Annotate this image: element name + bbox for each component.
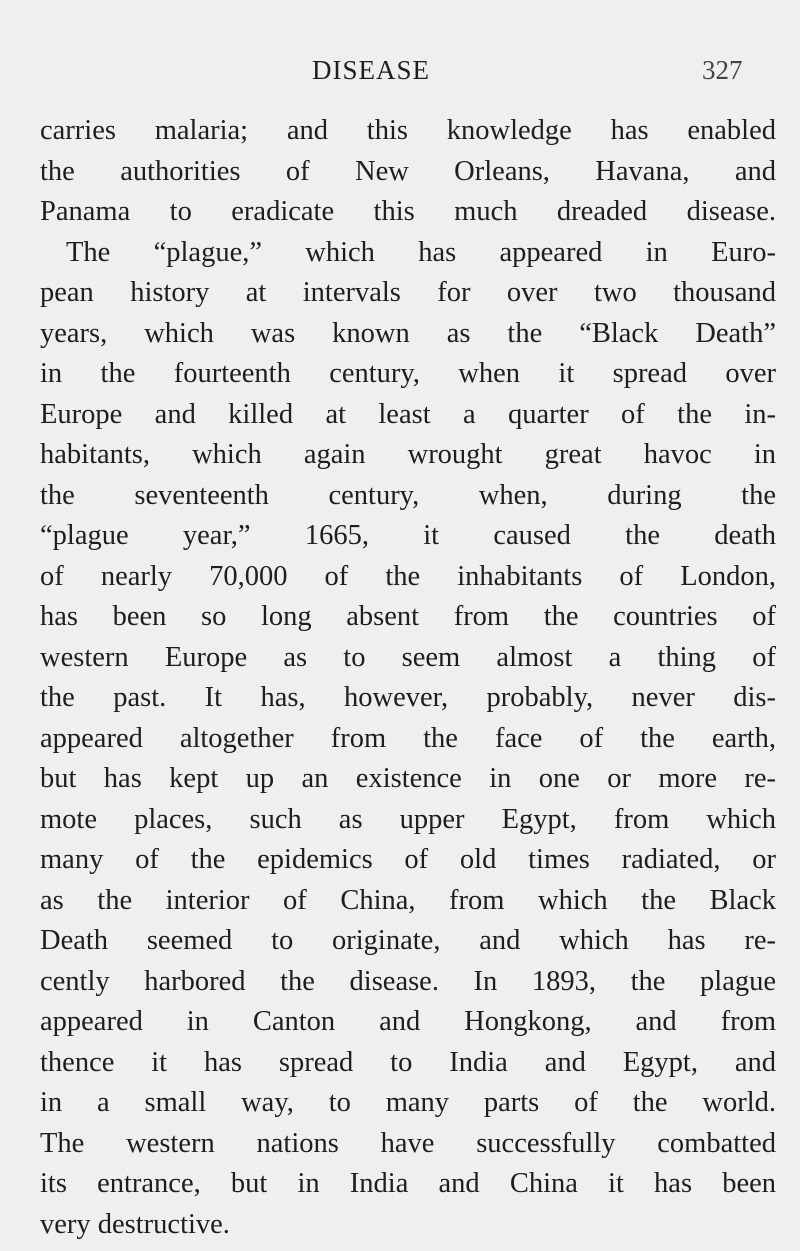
text-line: in a small way, to many parts of the world. (40, 1087, 776, 1118)
text-line: years, which was known as the “Black Death” (40, 317, 776, 349)
text-line: mote places, such as upper Egypt, from which (40, 803, 776, 835)
text-line: the authorities of New Orleans, Havana, and (40, 155, 776, 187)
text-line: very destructive. (40, 1208, 230, 1240)
text-line: Panama to eradicate this much dreaded disease. (40, 196, 776, 227)
running-title: DISEASE (312, 55, 431, 85)
text-line: as the interior of China, from which the Black (40, 884, 776, 916)
text-line: “plague year,” 1665, it caused the death (40, 520, 776, 551)
page-number: 327 (702, 55, 743, 85)
text-line: The western nations have successfully combatted (40, 1127, 776, 1159)
text-line: of nearly 70,000 of the inhabitants of London, (40, 560, 776, 592)
text-line: the past. It has, however, probably, never dis- (40, 682, 776, 713)
text-line: many of the epidemics of old times radiated, or (40, 844, 776, 875)
text-line: Europe and killed at least a quarter of the in- (40, 398, 776, 430)
text-line: in the fourteenth century, when it spread over (40, 358, 776, 389)
text-line: but has kept up an existence in one or more re- (40, 763, 776, 794)
text-line: appeared altogether from the face of the earth, (40, 722, 776, 754)
body-text (40, 111, 776, 1245)
text-line: Death seemed to originate, and which has re- (40, 925, 776, 956)
text-line: habitants, which again wrought great havoc in (40, 439, 776, 470)
text-line: has been so long absent from the countries of (40, 601, 776, 632)
text-line: appeared in Canton and Hongkong, and from (40, 1006, 776, 1037)
text-line: its entrance, but in India and China it has been (40, 1168, 776, 1199)
text-line: The “plague,” which has appeared in Euro- (66, 236, 776, 268)
text-line: the seventeenth century, when, during the (40, 479, 776, 511)
text-line: cently harbored the disease. In 1893, the plague (40, 965, 776, 997)
text-line: thence it has spread to India and Egypt, and (40, 1046, 776, 1078)
text-line: pean history at intervals for over two thousand (40, 277, 776, 308)
text-line: carries malaria; and this knowledge has enabled (40, 115, 776, 146)
text-line: western Europe as to seem almost a thing of (40, 641, 776, 673)
